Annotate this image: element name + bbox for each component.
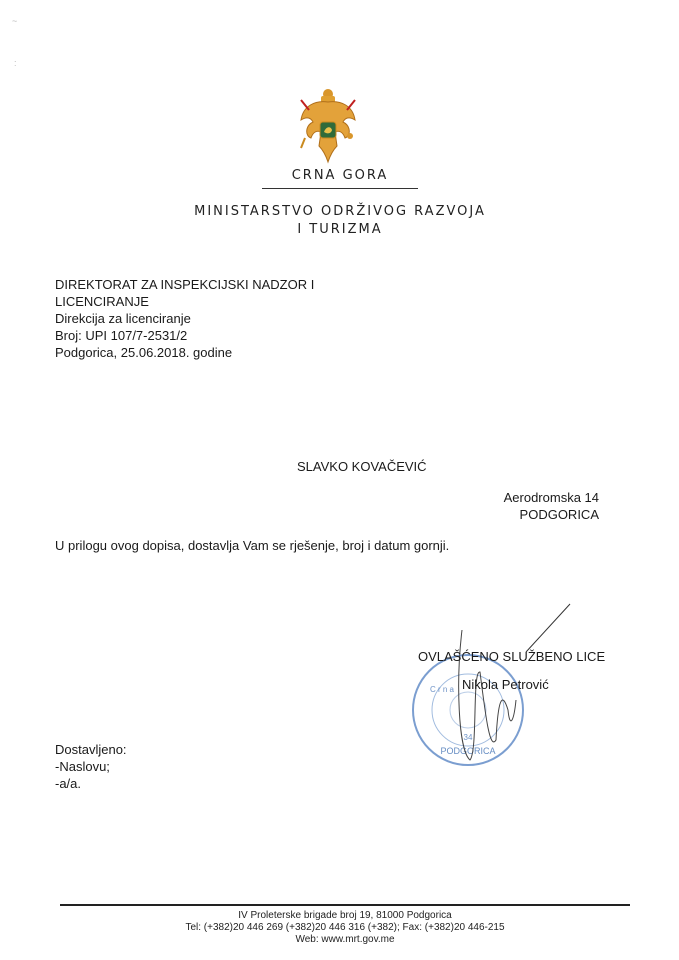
footer-divider <box>60 904 630 906</box>
directorate-line1: DIREKTORAT ZA INSPEKCIJSKI NADZOR I <box>55 277 315 292</box>
svg-text:34: 34 <box>463 733 473 742</box>
sender-block <box>55 276 375 361</box>
footer-web-link[interactable]: Web: www.mrt.gov.me <box>295 934 395 945</box>
country-name: CRNA GORA <box>291 168 389 183</box>
margin-mark: ~ <box>12 16 18 26</box>
signatory-name: Nikola Petrović <box>462 677 549 692</box>
coat-of-arms-icon <box>297 86 359 164</box>
body-text: U prilogu ovog dopisa, dostavlja Vam se rješenje, broj i datum gornji. <box>55 538 450 553</box>
margin-mark: : <box>14 58 17 68</box>
svg-text:C r n a: C r n a <box>430 685 455 694</box>
recipient-address <box>470 489 599 523</box>
footer-contact: Tel: (+382)20 446 269 (+382)20 446 316 (+382); Fax: (+382)20 446-215 <box>185 922 505 933</box>
distribution-item: -a/a. <box>55 776 82 791</box>
directorate-line2: LICENCIRANJE <box>55 294 149 309</box>
svg-text:PODGORICA: PODGORICA <box>440 746 496 756</box>
recipient-city: PODGORICA <box>519 507 599 522</box>
ministry-name-line1: MINISTARSTVO ODRŽIVOG RAZVOJA <box>194 204 486 219</box>
distribution-list <box>55 741 127 792</box>
distribution-item: -Naslovu; <box>55 759 110 774</box>
signatory-title: OVLAŠĆENO SLUŽBENO LICE <box>418 649 606 664</box>
reference-number: Broj: UPI 107/7-2531/2 <box>55 328 188 343</box>
place-and-date: Podgorica, 25.06.2018. godine <box>55 345 233 360</box>
footer-address: IV Proleterske brigade broj 19, 81000 Podgorica <box>238 910 452 921</box>
distribution-heading: Dostavljeno: <box>55 742 127 757</box>
ministry-name-line2: I TURIZMA <box>297 222 383 237</box>
header-divider <box>262 188 418 189</box>
department: Direkcija za licenciranje <box>55 311 191 326</box>
recipient-name: SLAVKO KOVAČEVIĆ <box>297 459 427 474</box>
recipient-street: Aerodromska 14 <box>503 490 599 505</box>
